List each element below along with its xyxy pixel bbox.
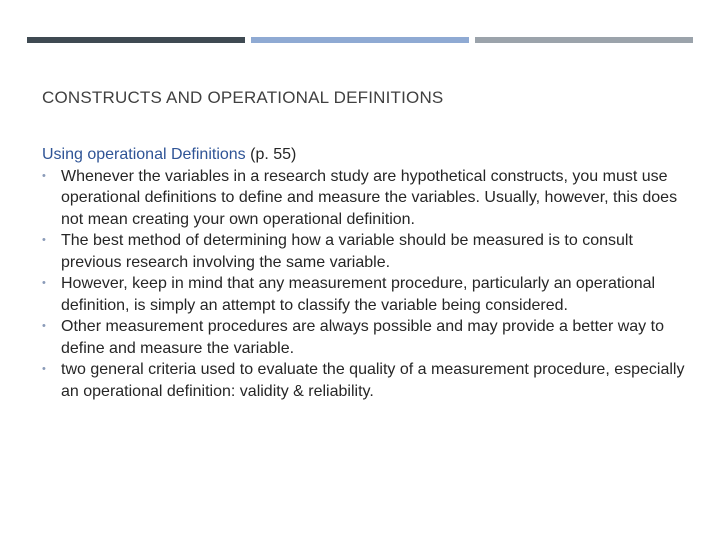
list-item-text: two general criteria used to evaluate the quality of a measurement procedure, especially an operational definition: validity & reliability. <box>61 361 685 400</box>
slide-body <box>42 144 692 402</box>
subheading-page-ref: (p. 55) <box>245 146 297 163</box>
bullet-list <box>42 166 692 403</box>
bullet-icon: • <box>42 277 46 289</box>
subheading <box>42 144 692 166</box>
list-item <box>42 316 692 359</box>
subheading-link[interactable]: Using operational Definitions <box>42 146 246 163</box>
list-item-text: Other measurement procedures are always possible and may provide a better way to define and measure the variable. <box>61 318 664 357</box>
list-item <box>42 273 692 316</box>
bullet-icon: • <box>42 234 46 246</box>
list-item <box>42 166 692 231</box>
slide-title: CONSTRUCTS AND OPERATIONAL DEFINITIONS <box>42 88 444 107</box>
list-item <box>42 359 692 402</box>
top-accent-bar-gray <box>475 37 693 43</box>
top-accent-bar-blue <box>251 37 469 43</box>
top-accent-bar-dark <box>27 37 245 43</box>
list-item-text: Whenever the variables in a research study are hypothetical constructs, you must use operational definitions to define and measure the variables. Usually, however, this does not mean creating your own operational definition. <box>61 167 678 228</box>
list-item <box>42 230 692 273</box>
bullet-icon: • <box>42 169 46 182</box>
list-item-text: However, keep in mind that any measurement procedure, particularly an operational definition, is simply an attempt to classify the variable being considered. <box>61 275 656 314</box>
bullet-icon: • <box>42 363 46 375</box>
bullet-icon: • <box>42 320 46 332</box>
list-item-text: The best method of determining how a variable should be measured is to consult previous research involving the same variable. <box>61 232 633 271</box>
